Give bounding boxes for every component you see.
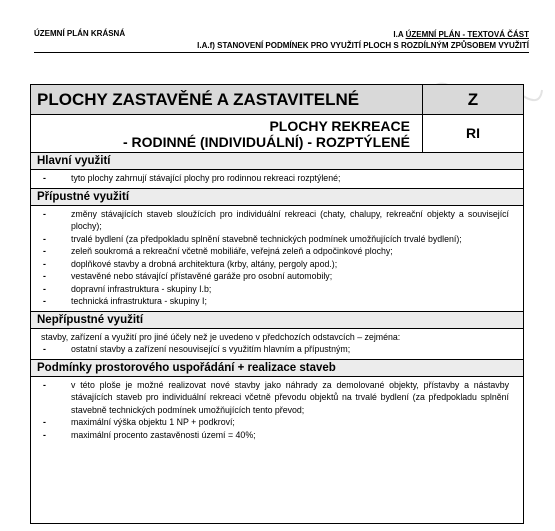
section-title-pripustne: Přípustné využití — [31, 189, 523, 206]
list-item: - doplňkové stavby a drobná architektura (krby, altány, pergoly apod.); — [43, 258, 338, 269]
regulation-table — [30, 84, 524, 524]
sub-title-row — [31, 115, 523, 153]
section-header-line2: I.A.f) STANOVENÍ PODMÍNEK PRO VYUŽITÍ PLOCH S ROZDÍLNÝM ZPŮSOBEM VYUŽITÍ — [197, 41, 529, 50]
section-header-line1: I.A ÚZEMNÍ PLÁN - TEXTOVÁ ČÁST — [393, 30, 529, 39]
section-title-hlavni: Hlavní využití — [31, 153, 523, 170]
section-body-hlavni — [31, 170, 523, 189]
list-item: - tyto plochy zahrnují stávající plochy pro rodinnou rekreaci rozptýlené; — [43, 173, 341, 183]
section-title-nepripustne: Nepřípustné využití — [31, 312, 523, 329]
list-item: - dopravní infrastruktura - skupiny I.b; — [43, 283, 212, 294]
sub-title-line2: - RODINNÉ (INDIVIDUÁLNÍ) - ROZPTÝLENÉ — [123, 134, 410, 150]
section-body-pripustne — [31, 206, 523, 312]
main-title-row — [31, 85, 523, 115]
list-item: - změny stávajících staveb sloužících pro individuální rekreaci (chaty, chalupy, rekreační objekty a související plochy); — [43, 208, 509, 231]
list-item: - vestavěné nebo stávající přístavěné garáže pro osobní automobily; — [43, 271, 333, 281]
document-section-header — [197, 29, 529, 51]
list-item: - ostatní stavby a zařízení nesouvisející s využitím hlavním a přípustným; — [43, 344, 351, 354]
sub-code: RI — [466, 125, 480, 141]
section-intro: stavby, zařízení a využití pro jiné účely než je uvedeno v předchozích odstavcích – zejména: — [41, 331, 401, 342]
sub-title-line1: PLOCHY REKREACE — [269, 118, 410, 134]
list-item: - zeleň soukromá a rekreační včetně mobiliáře, veřejná zeleň a odpočinkové plochy; — [43, 246, 393, 256]
header-divider — [34, 52, 529, 53]
main-code: Z — [467, 90, 479, 109]
main-title: PLOCHY ZASTAVĚNÉ A ZASTAVITELNÉ — [31, 85, 423, 114]
list-item: - maximální procento zastavěnosti území = 40%; — [43, 429, 256, 440]
list-item: - v této ploše je možné realizovat nové stavby jako náhrady za demolované objekty, přístavby a nástavby stávajících staveb pro individuální rekreaci včetně převodu objektů na trvalé bydlení (za předpokladu splnění stavebně technických podmínek umožňujících tento převod; — [43, 379, 509, 415]
section-body-nepripustne — [31, 329, 523, 360]
list-item: - maximální výška objektu 1 NP + podkroví; — [43, 417, 235, 427]
list-item: - trvalé bydlení (za předpokladu splnění stavebně technických podmínek umožňujících trvalé bydlení); — [43, 233, 462, 244]
document-title: ÚZEMNÍ PLÁN KRÁSNÁ — [34, 29, 126, 38]
sub-title — [31, 115, 423, 152]
section-title-podminky: Podmínky prostorového uspořádání + realizace staveb — [31, 360, 523, 377]
list-item: - technická infrastruktura - skupiny I; — [43, 296, 207, 306]
section-body-podminky — [31, 377, 523, 445]
